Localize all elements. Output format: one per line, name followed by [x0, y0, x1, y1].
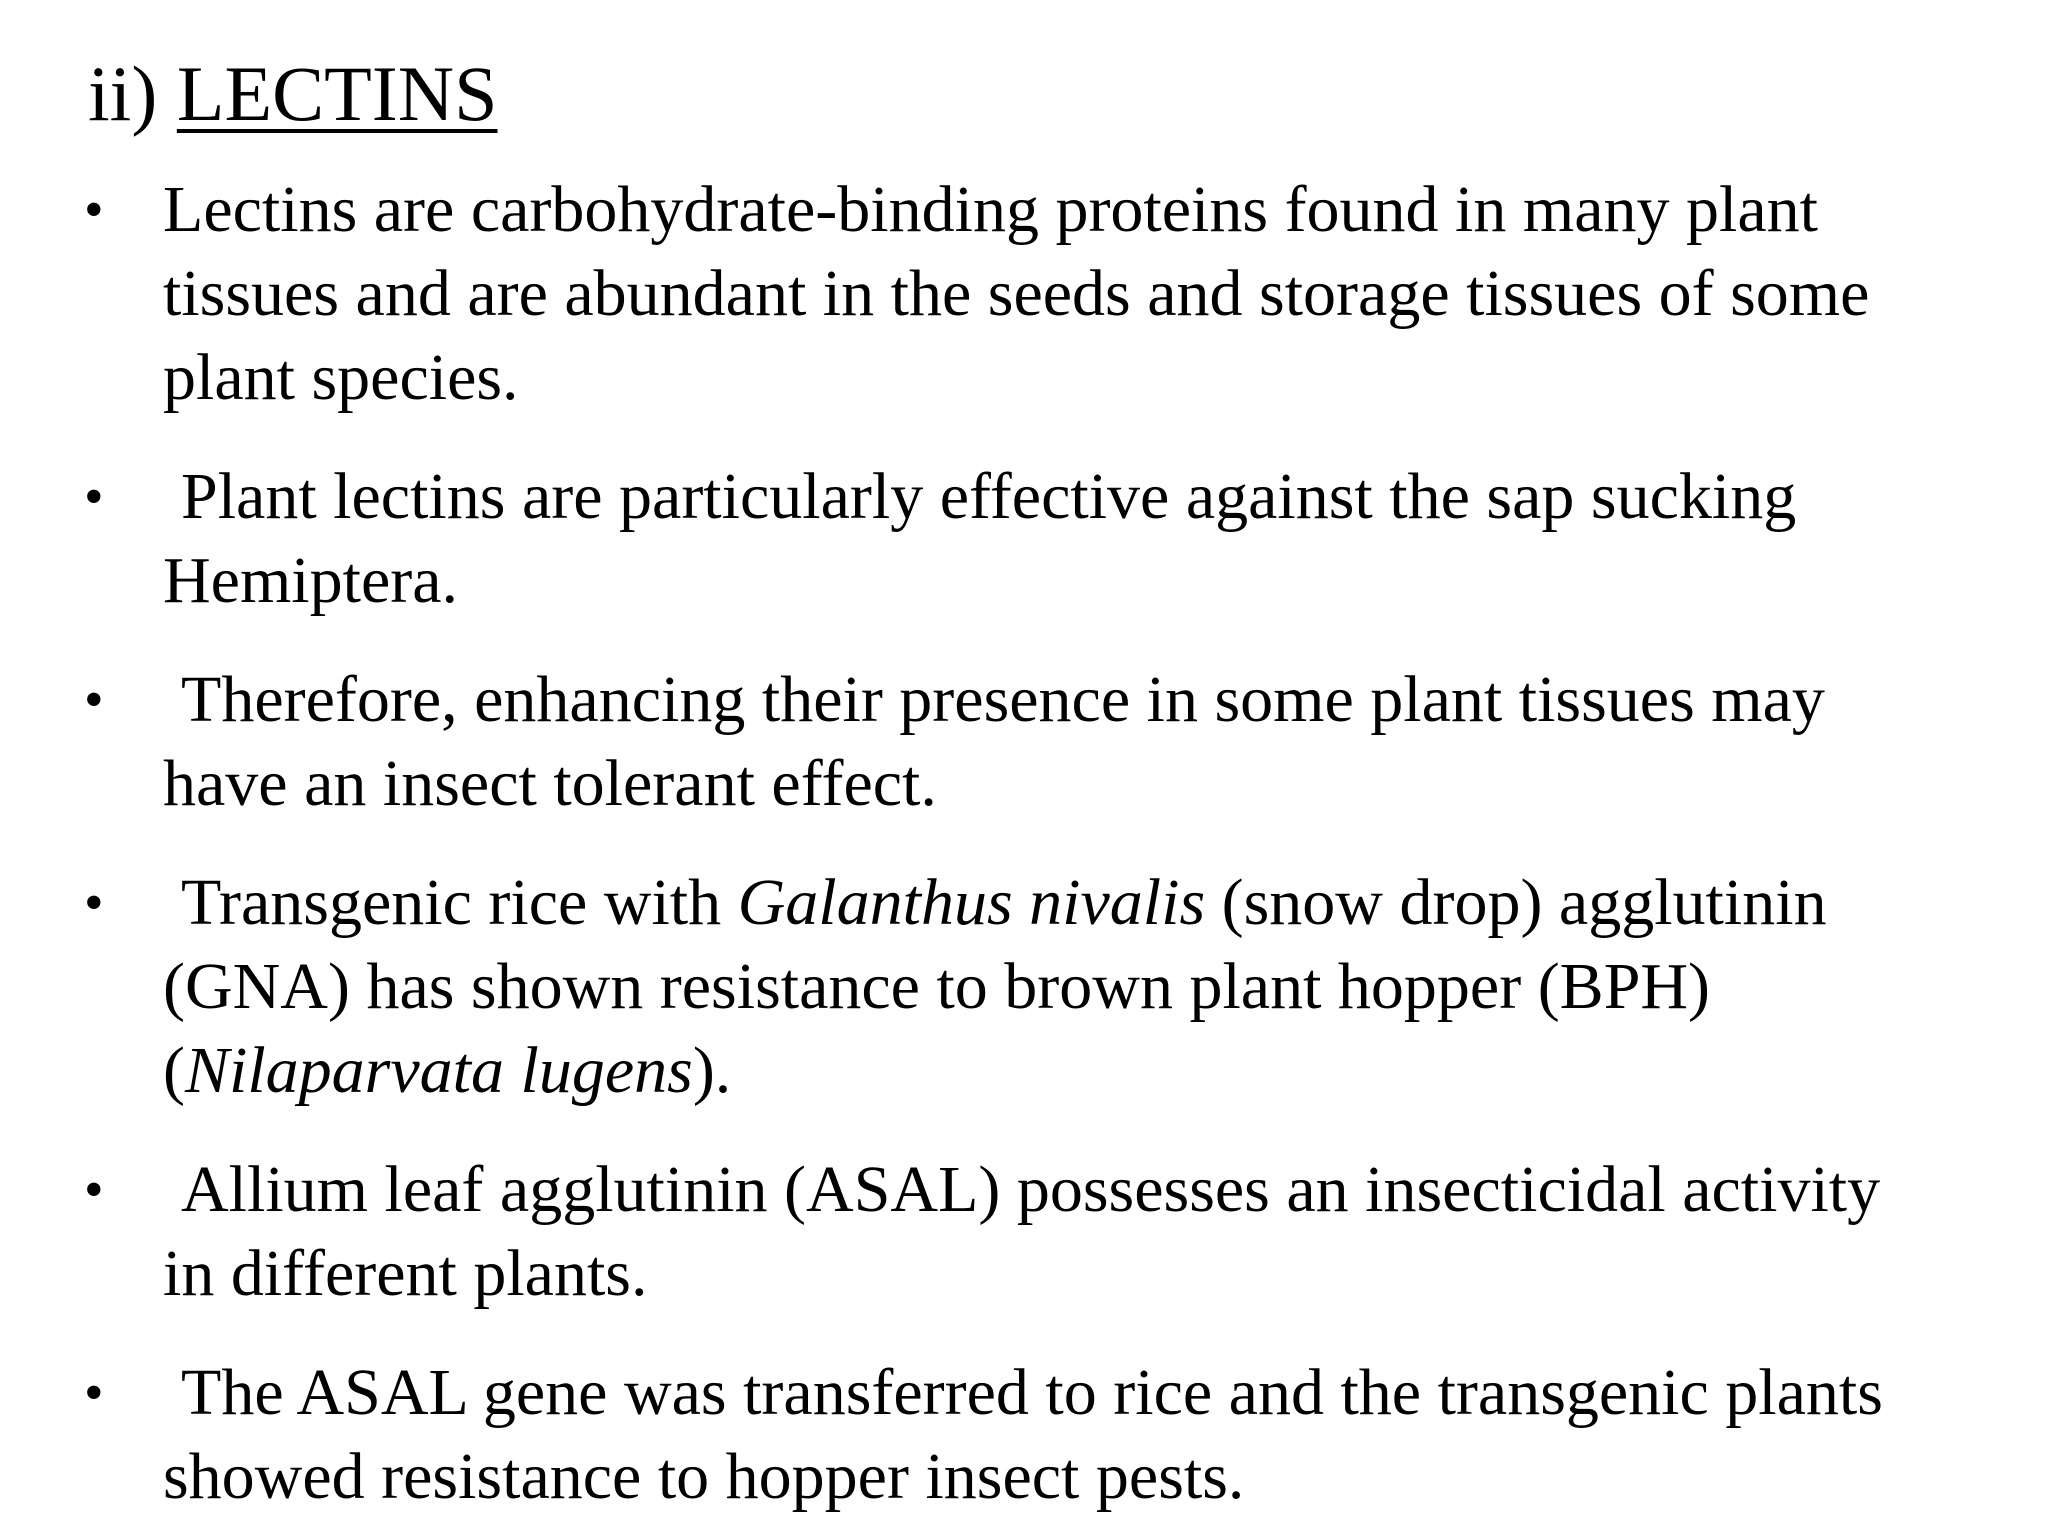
- bullet-line: (GNA) has shown resistance to brown plant hopper (BPH): [163, 950, 1711, 1023]
- bullet-text: [163, 1351, 1993, 1519]
- bullet-text: [163, 861, 1993, 1113]
- bullet-dot: •: [84, 179, 104, 241]
- bullet-line: in different plants.: [163, 1237, 648, 1310]
- heading-title: LECTINS: [176, 50, 498, 137]
- bullet-text: [163, 168, 1993, 420]
- bullet-line: [163, 861, 1993, 945]
- bullet-line: tissues and are abundant in the seeds and storage tissues of some: [163, 257, 1870, 330]
- text-run: (: [163, 1034, 185, 1107]
- bullet-dot: •: [84, 1362, 104, 1424]
- bullet-dot: •: [84, 1159, 104, 1221]
- bullet-dot: •: [84, 466, 104, 528]
- bullet-dot: •: [84, 669, 104, 731]
- bullet-dot: •: [84, 872, 104, 934]
- bullet-line: showed resistance to hopper insect pests.: [163, 1440, 1245, 1513]
- heading-prefix: ii): [88, 50, 177, 137]
- bullet-line: Plant lectins are particularly effective against the sap sucking: [181, 460, 1797, 533]
- bullet-text: [163, 455, 1993, 623]
- bullet-line: Hemiptera.: [163, 544, 459, 617]
- text-run: (snow drop) agglutinin: [1205, 866, 1827, 939]
- bullet-line: [163, 1029, 1993, 1113]
- text-run: ).: [692, 1034, 732, 1107]
- bullet-line: Lectins are carbohydrate-binding proteins found in many plant: [163, 173, 1818, 246]
- bullet-line: Therefore, enhancing their presence in some plant tissues may: [181, 663, 1825, 736]
- species-name: Galanthus nivalis: [737, 866, 1206, 939]
- species-name: Nilaparvata lugens: [184, 1034, 693, 1107]
- text-run: Transgenic rice with: [181, 866, 738, 939]
- bullet-text: [163, 1148, 1993, 1316]
- bullet-line: have an insect tolerant effect.: [163, 747, 937, 820]
- bullet-line: Allium leaf agglutinin (ASAL) possesses an insecticidal activity: [181, 1153, 1881, 1226]
- bullet-text: [163, 658, 1993, 826]
- slide-heading: [88, 44, 497, 144]
- bullet-line: The ASAL gene was transferred to rice and the transgenic plants: [181, 1356, 1883, 1429]
- bullet-line: plant species.: [163, 341, 519, 414]
